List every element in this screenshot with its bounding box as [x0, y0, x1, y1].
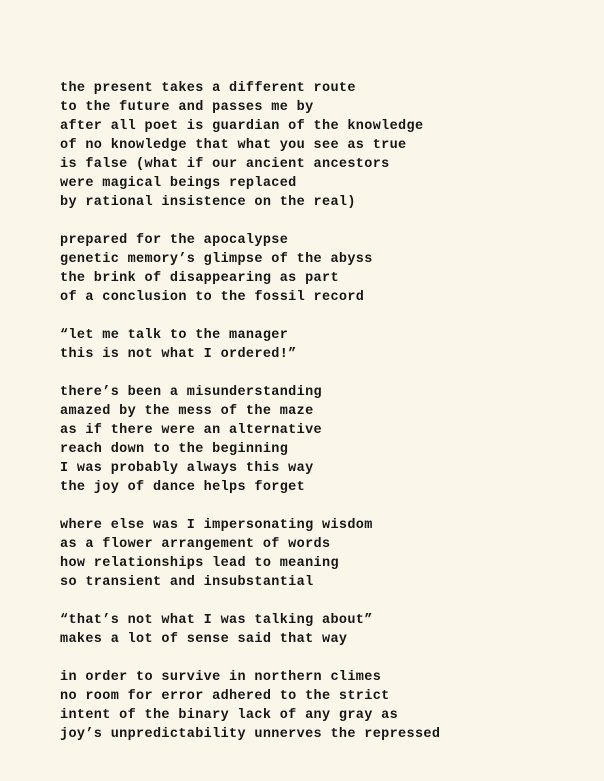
- stanza-3: [60, 326, 600, 364]
- poem-line: of a conclusion to the fossil record: [60, 290, 365, 305]
- poem-line: the joy of dance helps forget: [60, 480, 306, 495]
- stanza-7: [60, 668, 600, 744]
- poem-line: in order to survive in northern climes: [60, 670, 382, 685]
- poem-line: so transient and insubstantial: [60, 575, 314, 590]
- poem-line: were magical beings replaced: [60, 176, 297, 191]
- poem-line: as a flower arrangement of words: [60, 537, 331, 552]
- stanza-5: [60, 516, 600, 592]
- poem-line: how relationships lead to meaning: [60, 556, 339, 571]
- poem-line: is false (what if our ancient ancestors: [60, 157, 390, 172]
- poem-line: the brink of disappearing as part: [60, 271, 339, 286]
- stanza-4: [60, 383, 600, 497]
- stanza-6: [60, 611, 600, 649]
- poem-line: I was probably always this way: [60, 461, 314, 476]
- stanza-1: [60, 79, 600, 212]
- poem-line: makes a lot of sense said that way: [60, 632, 348, 647]
- poem-line: prepared for the apocalypse: [60, 233, 289, 248]
- poem-line: no room for error adhered to the strict: [60, 689, 390, 704]
- poem-line: intent of the binary lack of any gray as: [60, 708, 399, 723]
- stanza-2: [60, 231, 600, 307]
- poem-line: to the future and passes me by: [60, 100, 314, 115]
- poem-line: joy’s unpredictability unnerves the repressed: [60, 727, 441, 742]
- poem-line: this is not what I ordered!”: [60, 347, 297, 362]
- poem-line: there’s been a misunderstanding: [60, 385, 322, 400]
- poem-line: as if there were an alternative: [60, 423, 322, 438]
- poem-line: the present takes a different route: [60, 81, 356, 96]
- poem-line: “that’s not what I was talking about”: [60, 613, 373, 628]
- poem-line: after all poet is guardian of the knowledge: [60, 119, 424, 134]
- poem-line: amazed by the mess of the maze: [60, 404, 314, 419]
- poem-line: “let me talk to the manager: [60, 328, 289, 343]
- poem-line: reach down to the beginning: [60, 442, 289, 457]
- poem-line: genetic memory’s glimpse of the abyss: [60, 252, 373, 267]
- poem-page: [60, 79, 600, 763]
- poem-line: of no knowledge that what you see as true: [60, 138, 407, 153]
- poem-line: where else was I impersonating wisdom: [60, 518, 373, 533]
- poem-line: by rational insistence on the real): [60, 195, 356, 210]
